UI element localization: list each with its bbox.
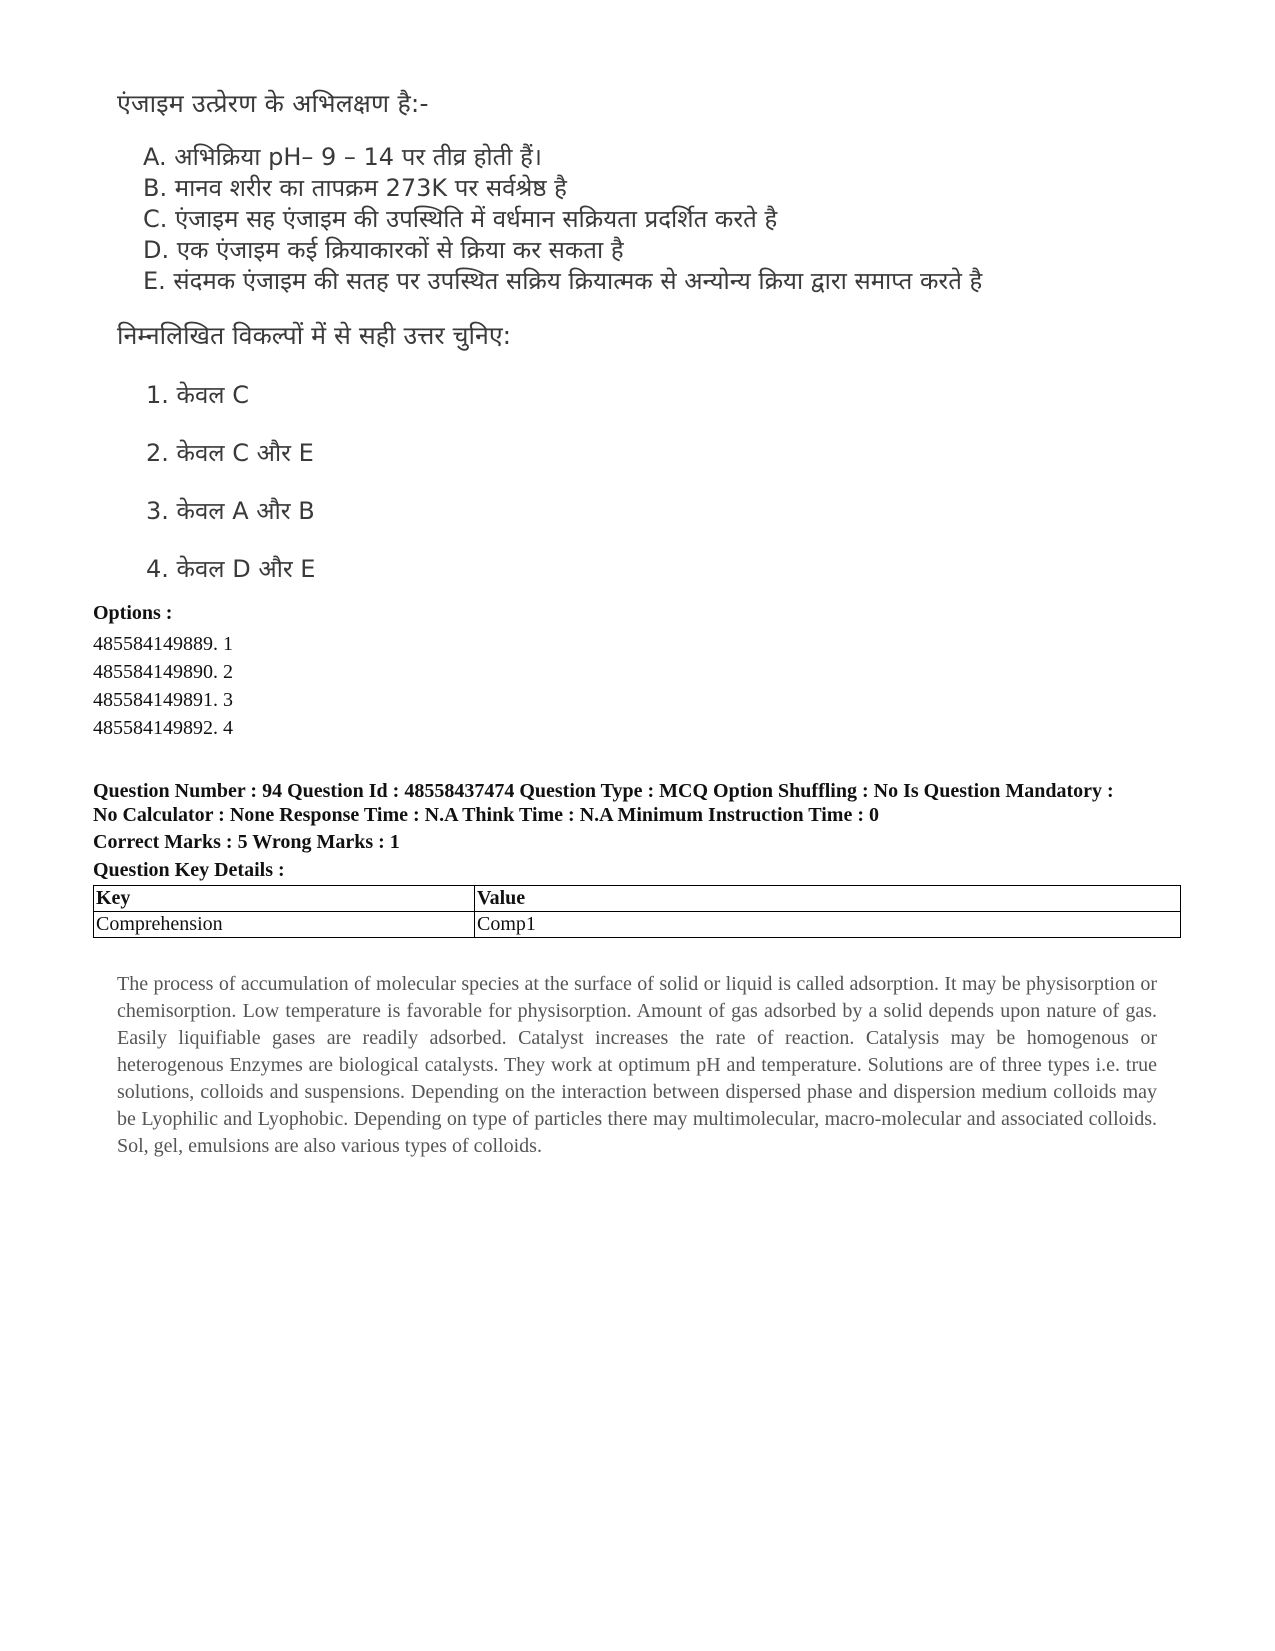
- header-key: Key: [94, 886, 475, 912]
- option-item: 485584149889. 1: [93, 633, 233, 655]
- key-details-table: [93, 885, 1181, 938]
- key-details-label: Question Key Details :: [93, 859, 285, 881]
- option-item: 485584149891. 3: [93, 689, 233, 711]
- table-row: [94, 912, 1181, 938]
- choice-1: 1. केवल C: [146, 381, 249, 409]
- comprehension-passage: The process of accumulation of molecular species at the surface of solid or liquid is called adsorption. It may be physisorption or chemisorption. Low temperature is favorable for physisorption. Amount of gas adsorbed by a solid depends upon nature of gas. Easily liquifiable gases are readily adsorbed. Catalyst increases the rate of reaction. Catalysis may be homogenous or heterogenous Enzymes are biological catalysts. They work at optimum pH and temperature. Solutions are of three types i.e. true solutions, colloids and suspensions. Depending on the interaction between dispersed phase and dispersion medium colloids may be Lyophilic and Lyophobic. Depending on type of particles there may multimolecular, macro-molecular and associated colloids. Sol, gel, emulsions are also various types of colloids.: [117, 973, 1157, 1157]
- statement-e: E. संदमक एंजाइम की सतह पर उपस्थित सक्रिय क्रियात्मक से अन्योन्य क्रिया द्वारा समाप्त करते है: [143, 267, 983, 295]
- option-item: 485584149890. 2: [93, 661, 233, 683]
- statement-c: C. एंजाइम सह एंजाइम की उपस्थिति में वर्धमान सक्रियता प्रदर्शित करते है: [143, 205, 778, 233]
- table-header-row: [94, 886, 1181, 912]
- options-list: [93, 630, 233, 742]
- choice-3: 3. केवल A और B: [146, 497, 315, 525]
- statement-a: A. अभिक्रिया pH– 9 – 14 पर तीव्र होती हैं।: [143, 143, 542, 171]
- statement-d: D. एक एंजाइम कई क्रियाकारकों से क्रिया कर सकता है: [143, 236, 624, 264]
- question-header-line2: No Calculator : None Response Time : N.A Think Time : N.A Minimum Instruction Time : 0: [93, 804, 879, 826]
- question-title: एंजाइम उत्प्रेरण के अभिलक्षण है:-: [117, 89, 429, 118]
- statement-list: [143, 142, 982, 297]
- choice-list: [146, 380, 315, 612]
- cell-value: Comp1: [475, 912, 1181, 938]
- header-value: Value: [475, 886, 1181, 912]
- options-label: Options :: [93, 602, 173, 624]
- question-header: [93, 779, 1173, 827]
- option-item: 485584149892. 4: [93, 717, 233, 739]
- marks-line: Correct Marks : 5 Wrong Marks : 1: [93, 831, 400, 853]
- question-prompt: निम्नलिखित विकल्पों में से सही उत्तर चुनिए:: [117, 321, 512, 350]
- choice-4: 4. केवल D और E: [146, 555, 316, 583]
- cell-key: Comprehension: [94, 912, 475, 938]
- choice-2: 2. केवल C और E: [146, 439, 314, 467]
- statement-b: B. मानव शरीर का तापक्रम 273K पर सर्वश्रेष्ठ है: [143, 174, 567, 202]
- question-header-line1: Question Number : 94 Question Id : 48558437474 Question Type : MCQ Option Shuffling : No Is Question Mandatory :: [93, 780, 1114, 802]
